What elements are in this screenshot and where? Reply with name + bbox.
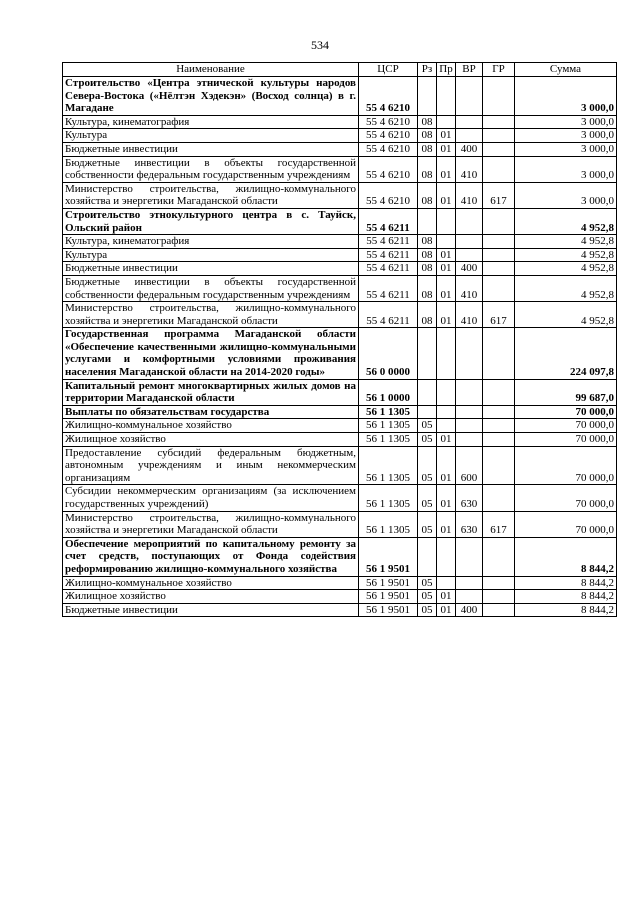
header-vr: ВР: [456, 63, 483, 77]
cell-csr: 56 1 1305: [359, 419, 418, 433]
cell-rz: 05: [418, 590, 437, 604]
cell-csr: 55 4 6211: [359, 302, 418, 328]
cell-gr: [483, 129, 515, 143]
cell-rz: [418, 328, 437, 379]
cell-gr: 617: [483, 182, 515, 208]
cell-pr: [437, 379, 456, 405]
table-row: [63, 576, 617, 590]
cell-pr: 01: [437, 248, 456, 262]
table-row: [63, 485, 617, 511]
table-row: [63, 275, 617, 301]
table-row: [63, 142, 617, 156]
cell-rz: 08: [418, 129, 437, 143]
cell-sum: 3 000,0: [515, 115, 617, 129]
cell-pr: 01: [437, 182, 456, 208]
cell-vr: [456, 208, 483, 234]
cell-name: Министерство строительства, жилищно-коммунального хозяйства и энергетики Магаданской области: [63, 302, 359, 328]
cell-csr: 56 1 9501: [359, 590, 418, 604]
cell-name: Культура, кинематография: [63, 235, 359, 249]
table-row: [63, 77, 617, 116]
cell-name: Культура, кинематография: [63, 115, 359, 129]
cell-rz: [418, 537, 437, 576]
cell-sum: 8 844,2: [515, 537, 617, 576]
cell-csr: 56 0 0000: [359, 328, 418, 379]
cell-vr: [456, 77, 483, 116]
cell-name: Выплаты по обязательствам государства: [63, 405, 359, 419]
cell-sum: 4 952,8: [515, 248, 617, 262]
cell-rz: 05: [418, 576, 437, 590]
cell-vr: 400: [456, 262, 483, 276]
table-row: [63, 433, 617, 447]
table-row: [63, 302, 617, 328]
cell-rz: 05: [418, 433, 437, 447]
table-row: [63, 156, 617, 182]
budget-table: [62, 62, 617, 617]
cell-pr: 01: [437, 302, 456, 328]
cell-csr: 56 1 1305: [359, 485, 418, 511]
cell-sum: 3 000,0: [515, 77, 617, 116]
cell-gr: [483, 275, 515, 301]
cell-vr: [456, 537, 483, 576]
cell-rz: 08: [418, 302, 437, 328]
cell-rz: [418, 379, 437, 405]
table-header-row: [63, 63, 617, 77]
cell-name: Жилищное хозяйство: [63, 590, 359, 604]
cell-name: Культура: [63, 129, 359, 143]
cell-rz: 08: [418, 182, 437, 208]
cell-gr: [483, 537, 515, 576]
cell-pr: 01: [437, 142, 456, 156]
cell-vr: [456, 405, 483, 419]
cell-sum: 4 952,8: [515, 302, 617, 328]
cell-gr: [483, 485, 515, 511]
cell-gr: [483, 77, 515, 116]
header-rz: Рз: [418, 63, 437, 77]
cell-gr: [483, 208, 515, 234]
table-row: [63, 419, 617, 433]
cell-csr: 55 4 6211: [359, 235, 418, 249]
cell-vr: [456, 235, 483, 249]
cell-rz: 08: [418, 156, 437, 182]
table-row: [63, 248, 617, 262]
cell-sum: 8 844,2: [515, 590, 617, 604]
cell-rz: 08: [418, 115, 437, 129]
cell-pr: [437, 328, 456, 379]
cell-gr: [483, 590, 515, 604]
cell-vr: [456, 590, 483, 604]
cell-gr: 617: [483, 511, 515, 537]
cell-pr: [437, 77, 456, 116]
cell-csr: 55 4 6211: [359, 248, 418, 262]
table-row: [63, 379, 617, 405]
cell-csr: 56 1 1305: [359, 511, 418, 537]
table-row: [63, 129, 617, 143]
cell-sum: 224 097,8: [515, 328, 617, 379]
table-row: [63, 208, 617, 234]
cell-pr: [437, 537, 456, 576]
cell-rz: 08: [418, 275, 437, 301]
cell-name: Культура: [63, 248, 359, 262]
cell-sum: 3 000,0: [515, 156, 617, 182]
cell-name: Капитальный ремонт многоквартирных жилых домов на территории Магаданской области: [63, 379, 359, 405]
table-row: [63, 590, 617, 604]
cell-sum: 4 952,8: [515, 262, 617, 276]
cell-csr: 56 1 1305: [359, 433, 418, 447]
cell-pr: 01: [437, 433, 456, 447]
cell-rz: 05: [418, 603, 437, 617]
cell-gr: [483, 446, 515, 485]
cell-name: Жилищное хозяйство: [63, 433, 359, 447]
cell-vr: [456, 328, 483, 379]
cell-pr: [437, 576, 456, 590]
cell-name: Бюджетные инвестиции в объекты государственной собственности федеральным государственным учреждениям: [63, 156, 359, 182]
cell-rz: [418, 77, 437, 116]
cell-pr: 01: [437, 446, 456, 485]
cell-sum: 8 844,2: [515, 603, 617, 617]
cell-pr: 01: [437, 590, 456, 604]
cell-name: Министерство строительства, жилищно-коммунального хозяйства и энергетики Магаданской области: [63, 511, 359, 537]
cell-gr: [483, 379, 515, 405]
cell-gr: [483, 142, 515, 156]
cell-csr: 56 1 0000: [359, 379, 418, 405]
cell-pr: [437, 235, 456, 249]
cell-pr: [437, 405, 456, 419]
header-sum: Сумма: [515, 63, 617, 77]
cell-name: Жилищно-коммунальное хозяйство: [63, 419, 359, 433]
cell-vr: 400: [456, 142, 483, 156]
cell-pr: 01: [437, 156, 456, 182]
table-body: [63, 77, 617, 617]
cell-sum: 3 000,0: [515, 182, 617, 208]
cell-name: Строительство этнокультурного центра в с. Тауйск, Ольский район: [63, 208, 359, 234]
cell-pr: 01: [437, 485, 456, 511]
cell-pr: 01: [437, 603, 456, 617]
cell-pr: [437, 419, 456, 433]
cell-rz: 08: [418, 262, 437, 276]
cell-csr: 56 1 1305: [359, 446, 418, 485]
table-row: [63, 115, 617, 129]
table-row: [63, 511, 617, 537]
cell-csr: 55 4 6211: [359, 275, 418, 301]
cell-sum: 8 844,2: [515, 576, 617, 590]
cell-csr: 55 4 6210: [359, 156, 418, 182]
cell-sum: 4 952,8: [515, 208, 617, 234]
cell-sum: 70 000,0: [515, 419, 617, 433]
cell-vr: 400: [456, 603, 483, 617]
table-row: [63, 328, 617, 379]
cell-gr: [483, 235, 515, 249]
header-gr: ГР: [483, 63, 515, 77]
cell-csr: 56 1 9501: [359, 576, 418, 590]
cell-vr: [456, 115, 483, 129]
cell-csr: 55 4 6211: [359, 262, 418, 276]
cell-sum: 70 000,0: [515, 405, 617, 419]
cell-sum: 4 952,8: [515, 235, 617, 249]
cell-rz: 05: [418, 446, 437, 485]
page-number: 534: [311, 38, 329, 52]
cell-gr: [483, 433, 515, 447]
cell-pr: [437, 115, 456, 129]
cell-csr: 55 4 6210: [359, 142, 418, 156]
cell-rz: 08: [418, 248, 437, 262]
cell-name: Бюджетные инвестиции: [63, 603, 359, 617]
cell-gr: [483, 405, 515, 419]
cell-pr: [437, 208, 456, 234]
cell-sum: 3 000,0: [515, 142, 617, 156]
cell-rz: 08: [418, 235, 437, 249]
cell-name: Субсидии некоммерческим организациям (за исключением государственных учреждений): [63, 485, 359, 511]
cell-gr: [483, 248, 515, 262]
cell-pr: 01: [437, 262, 456, 276]
cell-vr: 410: [456, 182, 483, 208]
cell-sum: 70 000,0: [515, 511, 617, 537]
table-row: [63, 405, 617, 419]
cell-name: Строительство «Центра этнической культуры народов Севера-Востока («Нёлтэн Хэдекэн» (Восход солнца) в г. Магадане: [63, 77, 359, 116]
cell-vr: [456, 576, 483, 590]
cell-gr: [483, 328, 515, 379]
cell-vr: 410: [456, 275, 483, 301]
table-row: [63, 235, 617, 249]
cell-csr: 55 4 6210: [359, 115, 418, 129]
table-row: [63, 182, 617, 208]
cell-rz: 05: [418, 485, 437, 511]
cell-vr: 410: [456, 156, 483, 182]
cell-vr: [456, 379, 483, 405]
cell-rz: 05: [418, 419, 437, 433]
cell-pr: 01: [437, 511, 456, 537]
cell-name: Бюджетные инвестиции: [63, 142, 359, 156]
cell-csr: 55 4 6210: [359, 182, 418, 208]
cell-gr: [483, 115, 515, 129]
cell-sum: 4 952,8: [515, 275, 617, 301]
cell-sum: 99 687,0: [515, 379, 617, 405]
cell-sum: 70 000,0: [515, 446, 617, 485]
cell-pr: 01: [437, 275, 456, 301]
cell-sum: 70 000,0: [515, 485, 617, 511]
cell-vr: [456, 433, 483, 447]
cell-name: Жилищно-коммунальное хозяйство: [63, 576, 359, 590]
cell-vr: [456, 129, 483, 143]
header-csr: ЦСР: [359, 63, 418, 77]
table-row: [63, 537, 617, 576]
table-row: [63, 446, 617, 485]
cell-vr: 630: [456, 485, 483, 511]
cell-rz: 05: [418, 511, 437, 537]
cell-pr: 01: [437, 129, 456, 143]
cell-name: Государственная программа Магаданской области «Обеспечение качественными жилищно-коммунальными услугами и комфортными условиями проживания населения Магаданской области на 2014-2020 годы»: [63, 328, 359, 379]
cell-vr: [456, 248, 483, 262]
cell-rz: [418, 405, 437, 419]
cell-gr: 617: [483, 302, 515, 328]
cell-vr: 410: [456, 302, 483, 328]
header-name: Наименование: [63, 63, 359, 77]
table-row: [63, 262, 617, 276]
cell-gr: [483, 603, 515, 617]
cell-csr: 56 1 9501: [359, 537, 418, 576]
cell-name: Бюджетные инвестиции в объекты государственной собственности федеральным государственным учреждениям: [63, 275, 359, 301]
cell-gr: [483, 576, 515, 590]
cell-csr: 56 1 9501: [359, 603, 418, 617]
cell-gr: [483, 262, 515, 276]
cell-csr: 55 4 6211: [359, 208, 418, 234]
cell-vr: 600: [456, 446, 483, 485]
cell-sum: 3 000,0: [515, 129, 617, 143]
cell-gr: [483, 156, 515, 182]
cell-name: Обеспечение мероприятий по капитальному ремонту за счет средств, поступающих от Фонда содействия реформированию жилищно-коммунального хозяйства: [63, 537, 359, 576]
cell-rz: 08: [418, 142, 437, 156]
cell-csr: 55 4 6210: [359, 129, 418, 143]
cell-sum: 70 000,0: [515, 433, 617, 447]
cell-vr: [456, 419, 483, 433]
cell-name: Министерство строительства, жилищно-коммунального хозяйства и энергетики Магаданской области: [63, 182, 359, 208]
header-pr: Пр: [437, 63, 456, 77]
table-row: [63, 603, 617, 617]
cell-vr: 630: [456, 511, 483, 537]
cell-name: Бюджетные инвестиции: [63, 262, 359, 276]
cell-csr: 56 1 1305: [359, 405, 418, 419]
cell-gr: [483, 419, 515, 433]
cell-csr: 55 4 6210: [359, 77, 418, 116]
cell-name: Предоставление субсидий федеральным бюджетным, автономным учреждениям и иным некоммерческим организациям: [63, 446, 359, 485]
cell-rz: [418, 208, 437, 234]
